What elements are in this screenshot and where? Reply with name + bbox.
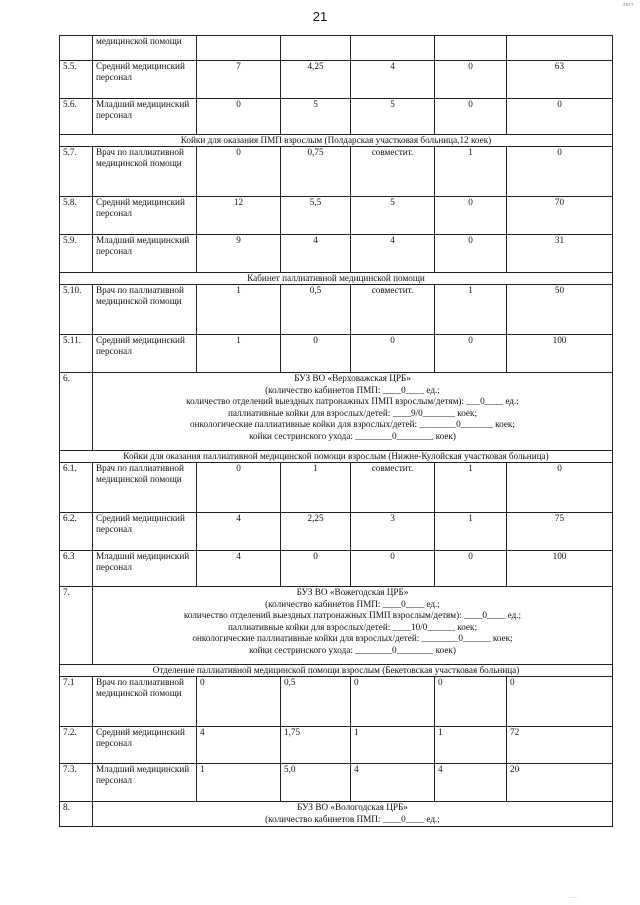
value-cell: 1 <box>435 513 507 551</box>
value-cell: 0,75 <box>281 147 351 197</box>
value-cell: 7 <box>197 61 281 99</box>
staff-role: Младший медицинский персонал <box>93 764 197 802</box>
table-row <box>60 335 613 373</box>
table-row <box>60 147 613 197</box>
staff-role: медицинской помощи <box>93 36 197 61</box>
value-cell: 0 <box>197 463 281 513</box>
table-row <box>60 727 613 764</box>
organization-block <box>60 587 613 665</box>
value-cell: 100 <box>507 551 613 587</box>
value-cell: 1 <box>197 285 281 335</box>
row-number: 5.10. <box>60 285 93 335</box>
value-cell: 0 <box>507 147 613 197</box>
staff-role: Врач по паллиативной медицинской помощи <box>93 677 197 727</box>
row-number: 7.2. <box>60 727 93 764</box>
value-cell: 1 <box>281 463 351 513</box>
value-cell: 1 <box>197 335 281 373</box>
value-cell: 5 <box>351 99 435 135</box>
value-cell: 0 <box>435 235 507 273</box>
org-line: (количество кабинетов ПМП: ____0____ ед.; <box>265 598 440 609</box>
staff-role: Врач по паллиативной медицинской помощи <box>93 285 197 335</box>
value-cell <box>197 36 281 61</box>
table-row <box>60 551 613 587</box>
section-header: Койки для оказания ПМП взрослым (Полдарская участковая больница,12 коек) <box>60 135 613 147</box>
section-header: Отделение паллиативной медицинской помощи взрослым (Бекетовская участковая больница) <box>60 665 613 677</box>
value-cell: 2,25 <box>281 513 351 551</box>
table-row <box>60 513 613 551</box>
page-number: 21 <box>312 9 328 24</box>
row-number: 5.9. <box>60 235 93 273</box>
value-cell: 50 <box>507 285 613 335</box>
org-line: койки сестринского ухода: ________0________ коек) <box>249 644 456 655</box>
org-line: койки сестринского ухода: ________0________ коек) <box>249 430 456 441</box>
value-cell: 5,5 <box>281 197 351 235</box>
org-title: БУЗ ВО «Верховажская ЦРБ» <box>294 373 411 383</box>
value-cell: 4 <box>351 61 435 99</box>
value-cell: 0 <box>351 335 435 373</box>
org-line: (количество кабинетов ПМП: ____0____ ед.; <box>265 813 440 824</box>
value-cell: 0 <box>281 551 351 587</box>
value-cell <box>351 36 435 61</box>
org-title: БУЗ ВО «Вологодская ЦРБ» <box>297 802 408 812</box>
value-cell: 0 <box>507 463 613 513</box>
row-number: 5.8. <box>60 197 93 235</box>
value-cell: 1 <box>197 764 281 802</box>
org-line: паллиативные койки для взрослых/детей: ____10/0______ коек; <box>227 621 478 632</box>
value-cell: 1,75 <box>281 727 351 764</box>
row-number: 5.6. <box>60 99 93 135</box>
organization-info <box>93 802 613 827</box>
row-number: 5.5. <box>60 61 93 99</box>
value-cell: 0 <box>197 99 281 135</box>
value-cell: 1 <box>435 463 507 513</box>
table-row <box>60 463 613 513</box>
value-cell: 0 <box>435 197 507 235</box>
value-cell: 0 <box>435 677 507 727</box>
value-cell: 4 <box>281 235 351 273</box>
value-cell: 75 <box>507 513 613 551</box>
table-row <box>60 235 613 273</box>
value-cell: 72 <box>507 727 613 764</box>
org-line: (количество кабинетов ПМП: ____0____ ед.; <box>265 384 440 395</box>
value-cell: 31 <box>507 235 613 273</box>
corner-mark: лист <box>622 2 634 8</box>
section-header: Кабинет паллиативной медицинской помощи <box>60 273 613 285</box>
staff-role: Младший медицинский персонал <box>93 551 197 587</box>
org-line: количество отделений выездных патронажных ПМП взрослым/детям): ___0____ ед.; <box>186 396 519 407</box>
value-cell <box>507 36 613 61</box>
value-cell: 4 <box>351 764 435 802</box>
org-line: онкологические паллиативные койки для взрослых/детей: ________0______ коек; <box>192 633 513 644</box>
value-cell: 1 <box>435 727 507 764</box>
value-cell: 0,5 <box>281 285 351 335</box>
value-cell: 20 <box>507 764 613 802</box>
row-number: 6.3 <box>60 551 93 587</box>
org-line: паллиативные койки для взрослых/детей: ____9/0_______ коек; <box>227 407 478 418</box>
value-cell: совместит. <box>351 463 435 513</box>
value-cell: 0 <box>351 551 435 587</box>
organization-block <box>60 373 613 451</box>
table-row <box>60 285 613 335</box>
value-cell: 0 <box>435 99 507 135</box>
value-cell: совместит. <box>351 285 435 335</box>
value-cell: 5,0 <box>281 764 351 802</box>
organization-info <box>93 373 613 451</box>
value-cell: 0 <box>435 61 507 99</box>
value-cell: 4 <box>197 727 281 764</box>
row-number: 7.3. <box>60 764 93 802</box>
value-cell <box>281 36 351 61</box>
value-cell: 0,5 <box>281 677 351 727</box>
row-number: 7.1 <box>60 677 93 727</box>
value-cell: 1 <box>435 147 507 197</box>
org-title: БУЗ ВО «Вожегодская ЦРБ» <box>296 587 409 597</box>
value-cell: 0 <box>351 677 435 727</box>
staff-role: Средний медицинский персонал <box>93 197 197 235</box>
org-line: онкологические паллиативные койки для взрослых/детей: ________0_______ коек; <box>190 419 515 430</box>
value-cell: 12 <box>197 197 281 235</box>
row-number: 7. <box>60 587 93 665</box>
staff-role: Младший медицинский персонал <box>93 99 197 135</box>
staff-role: Средний медицинский персонал <box>93 61 197 99</box>
value-cell: 4,25 <box>281 61 351 99</box>
table-row <box>60 36 613 61</box>
value-cell: 0 <box>435 551 507 587</box>
staff-role: Средний медицинский персонал <box>93 335 197 373</box>
value-cell: 5 <box>281 99 351 135</box>
value-cell: 1 <box>351 727 435 764</box>
table-row <box>60 61 613 99</box>
row-number: 6.2. <box>60 513 93 551</box>
value-cell: 70 <box>507 197 613 235</box>
organization-info <box>93 587 613 665</box>
value-cell: 4 <box>351 235 435 273</box>
table-row <box>60 764 613 802</box>
staff-role: Врач по паллиативной медицинской помощи <box>93 463 197 513</box>
table-row <box>60 99 613 135</box>
staff-role: Средний медицинский персонал <box>93 727 197 764</box>
value-cell: 0 <box>435 335 507 373</box>
value-cell: 63 <box>507 61 613 99</box>
value-cell: 3 <box>351 513 435 551</box>
table-row <box>60 197 613 235</box>
value-cell: 5 <box>351 197 435 235</box>
value-cell <box>435 36 507 61</box>
table-row <box>60 677 613 727</box>
value-cell: 0 <box>197 677 281 727</box>
row-number: 5.11. <box>60 335 93 373</box>
row-number: 6. <box>60 373 93 451</box>
row-number: 8. <box>60 802 93 827</box>
staffing-table <box>59 35 613 827</box>
staff-role: Младший медицинский персонал <box>93 235 197 273</box>
corner-mark-bottom: ...... <box>569 894 578 900</box>
row-number <box>60 36 93 61</box>
value-cell: 100 <box>507 335 613 373</box>
org-line: количество отделений выездных патронажных ПМП взрослым/детям): ____0____ ед.; <box>183 610 522 621</box>
value-cell: 4 <box>197 551 281 587</box>
value-cell: 4 <box>197 513 281 551</box>
organization-block <box>60 802 613 827</box>
value-cell: совместит. <box>351 147 435 197</box>
value-cell: 0 <box>281 335 351 373</box>
value-cell: 4 <box>435 764 507 802</box>
value-cell: 1 <box>435 285 507 335</box>
staff-role: Врач по паллиативной медицинской помощи <box>93 147 197 197</box>
row-number: 6.1. <box>60 463 93 513</box>
row-number: 5.7. <box>60 147 93 197</box>
value-cell: 0 <box>507 99 613 135</box>
staff-role: Средний медицинский персонал <box>93 513 197 551</box>
value-cell: 0 <box>507 677 613 727</box>
value-cell: 9 <box>197 235 281 273</box>
value-cell: 0 <box>197 147 281 197</box>
section-header: Койки для оказания паллиативной медицинской помощи взрослым (Нижне-Кулойская участковая больница) <box>60 451 613 463</box>
